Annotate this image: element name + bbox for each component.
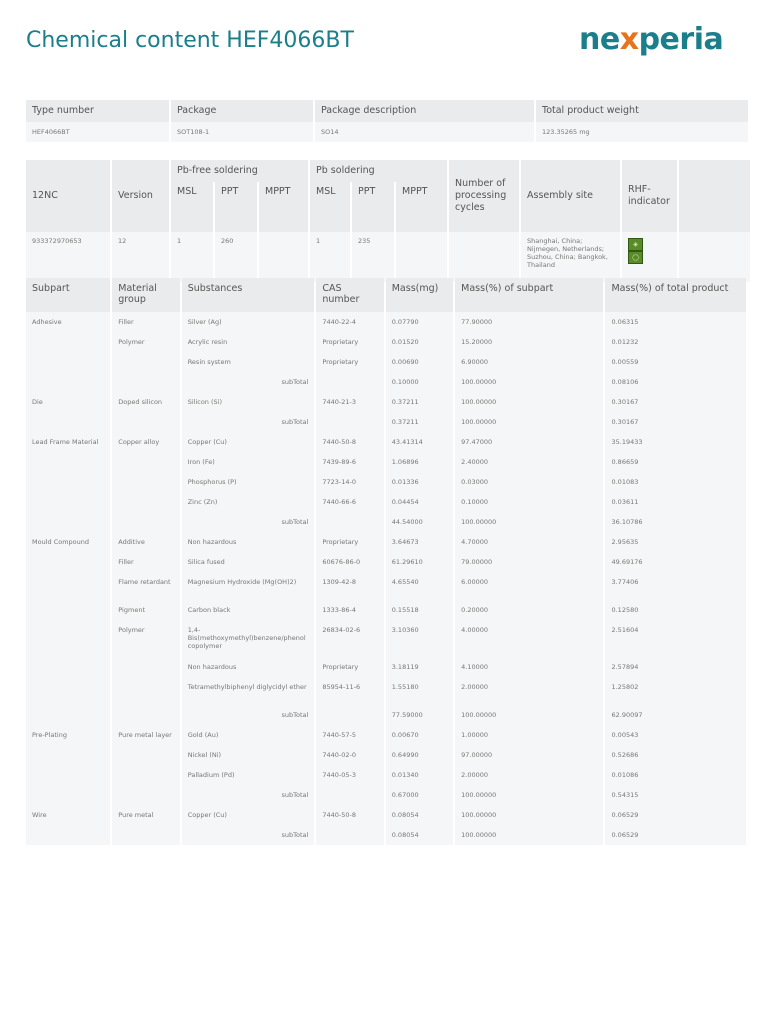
subpart-cell [26, 572, 110, 600]
substance-cell: Copper (Cu) [182, 432, 315, 452]
mass-pct-total-cell: 0.30167 [605, 392, 746, 412]
table-row [26, 725, 746, 745]
table-row [26, 332, 746, 352]
material-group-cell [112, 352, 179, 372]
pb-free-icon: ◈ [628, 238, 643, 251]
mass-mg-cell: 44.54000 [386, 512, 453, 532]
substance-cell: subTotal [182, 825, 315, 845]
cas-number-cell: Proprietary [316, 352, 383, 372]
mass-mg-cell: 0.08054 [386, 825, 453, 845]
cas-number-cell [316, 412, 383, 432]
cas-number-cell: 85954-11-6 [316, 677, 383, 705]
cas-number-cell [316, 372, 383, 392]
material-group-cell: Additive [112, 532, 179, 552]
table-row [26, 745, 746, 765]
table-row [26, 352, 746, 372]
mass-pct-total-cell: 0.01232 [605, 332, 746, 352]
pb-ppt-value: 235 [352, 232, 394, 282]
nexperia-logo: nexperia [579, 22, 724, 57]
substance-cell: Silver (Ag) [182, 312, 315, 332]
table-row [26, 392, 746, 412]
subpart-cell [26, 705, 110, 725]
cas-number-cell: 26834-02-6 [316, 620, 383, 657]
cas-number-cell: 7440-05-3 [316, 765, 383, 785]
subpart-cell: Pre-Plating [26, 725, 110, 745]
substance-cell: Gold (Au) [182, 725, 315, 745]
mass-pct-total-cell: 1.25802 [605, 677, 746, 705]
table-row [26, 432, 746, 452]
assembly-site-value: Shanghai, China; Nijmegen, Netherlands; Suzhou, China; Bangkok, Thailand [521, 232, 620, 282]
pbfree-mppt-value [259, 232, 308, 282]
mass-pct-total-cell: 0.00543 [605, 725, 746, 745]
header-subpart: Subpart [26, 278, 110, 312]
mass-pct-total-cell: 49.69176 [605, 552, 746, 572]
mass-pct-subpart-cell: 0.03000 [455, 472, 603, 492]
empty-value [679, 232, 750, 282]
subpart-cell [26, 352, 110, 372]
mass-pct-total-cell: 0.52686 [605, 745, 746, 765]
table-row [26, 452, 746, 472]
mass-pct-subpart-cell: 2.00000 [455, 677, 603, 705]
header-pbfree-mppt: MPPT [259, 182, 308, 232]
header-substances: Substances [182, 278, 315, 312]
cas-number-cell: Proprietary [316, 657, 383, 677]
mass-mg-cell: 0.67000 [386, 785, 453, 805]
material-group-cell: Pigment [112, 600, 179, 620]
substance-cell: Zinc (Zn) [182, 492, 315, 512]
soldering-table [24, 160, 752, 282]
header-package-description: Package description [315, 100, 534, 122]
cas-number-cell [316, 705, 383, 725]
soldering-row [26, 232, 750, 282]
header-cas-number: CAS number [316, 278, 383, 312]
pb-msl-value: 1 [310, 232, 350, 282]
substance-cell: Silicon (Si) [182, 392, 315, 412]
subpart-cell [26, 332, 110, 352]
header-pb-msl: MSL [310, 182, 350, 232]
substance-cell: Non hazardous [182, 657, 315, 677]
header-mass-pct-total: Mass(%) of total product [605, 278, 746, 312]
material-group-cell [112, 657, 179, 677]
total-weight-value: 123.35265 mg [536, 122, 748, 142]
cas-number-cell: 7440-57-5 [316, 725, 383, 745]
material-group-cell: Flame retardant [112, 572, 179, 600]
mass-pct-subpart-cell: 100.00000 [455, 412, 603, 432]
material-group-cell [112, 472, 179, 492]
header-processing-cycles: Number of processing cycles [449, 160, 519, 232]
mass-pct-subpart-cell: 97.00000 [455, 745, 603, 765]
mass-pct-total-cell: 3.77406 [605, 572, 746, 600]
subpart-cell [26, 512, 110, 532]
subtotal-row [26, 512, 746, 532]
header-pb-ppt: PPT [352, 182, 394, 232]
mass-pct-subpart-cell: 100.00000 [455, 372, 603, 392]
package-value: SOT108-1 [171, 122, 313, 142]
substance-cell: subTotal [182, 705, 315, 725]
header-material-group: Material group [112, 278, 179, 312]
material-group-cell [112, 825, 179, 845]
mass-mg-cell: 3.18119 [386, 657, 453, 677]
cas-number-cell: Proprietary [316, 532, 383, 552]
cas-number-cell: 7440-22-4 [316, 312, 383, 332]
material-group-cell: Doped silicon [112, 392, 179, 412]
rhf-indicator-value [622, 232, 677, 282]
header-pbfree-ppt: PPT [215, 182, 257, 232]
table-row [26, 600, 746, 620]
mass-mg-cell: 0.64990 [386, 745, 453, 765]
table-row [26, 532, 746, 552]
mass-pct-subpart-cell: 100.00000 [455, 392, 603, 412]
rohs-icon: ◯ [628, 251, 643, 264]
mass-pct-total-cell: 0.08106 [605, 372, 746, 392]
material-group-cell: Polymer [112, 332, 179, 352]
mass-pct-subpart-cell: 2.40000 [455, 452, 603, 472]
mass-mg-cell: 1.55180 [386, 677, 453, 705]
mass-pct-total-cell: 0.12580 [605, 600, 746, 620]
substance-cell: 1,4-Bis(methoxymethyl)benzene/phenol copolymer [182, 620, 315, 657]
header-pb-soldering: Pb soldering [310, 160, 447, 182]
material-group-cell: Pure metal layer [112, 725, 179, 745]
mass-pct-subpart-cell: 100.00000 [455, 785, 603, 805]
subpart-cell [26, 785, 110, 805]
type-number-value: HEF4066BT [26, 122, 169, 142]
subtotal-row [26, 705, 746, 725]
table-row [26, 620, 746, 657]
header-pb-free-soldering: Pb-free soldering [171, 160, 308, 182]
mass-mg-cell: 0.37211 [386, 412, 453, 432]
cas-number-cell [316, 512, 383, 532]
substance-cell: Phosphorus (P) [182, 472, 315, 492]
header-pbfree-msl: MSL [171, 182, 213, 232]
pb-mppt-value [396, 232, 447, 282]
pbfree-msl-value: 1 [171, 232, 213, 282]
substance-cell: Non hazardous [182, 532, 315, 552]
mass-mg-cell: 3.10360 [386, 620, 453, 657]
product-info-table [24, 100, 750, 142]
header-package: Package [171, 100, 313, 122]
header-type-number: Type number [26, 100, 169, 122]
mass-pct-total-cell: 2.95635 [605, 532, 746, 552]
material-group-cell [112, 372, 179, 392]
subpart-cell [26, 412, 110, 432]
mass-mg-cell: 4.65540 [386, 572, 453, 600]
material-group-cell [112, 765, 179, 785]
mass-pct-subpart-cell: 4.70000 [455, 532, 603, 552]
mass-mg-cell: 61.29610 [386, 552, 453, 572]
header-version: Version [112, 160, 169, 232]
mass-mg-cell: 0.01520 [386, 332, 453, 352]
page-title: Chemical content HEF4066BT [26, 28, 354, 53]
material-group-cell [112, 745, 179, 765]
substance-cell: Magnesium Hydroxide (Mg(OH)2) [182, 572, 315, 600]
mass-pct-subpart-cell: 1.00000 [455, 725, 603, 745]
cas-number-cell: 7723-14-0 [316, 472, 383, 492]
header-pb-mppt: MPPT [396, 182, 447, 232]
subpart-cell: Wire [26, 805, 110, 825]
header-mass-mg: Mass(mg) [386, 278, 453, 312]
mass-pct-subpart-cell: 97.47000 [455, 432, 603, 452]
cas-number-cell: 7439-89-6 [316, 452, 383, 472]
pbfree-ppt-value: 260 [215, 232, 257, 282]
mass-mg-cell: 0.00690 [386, 352, 453, 372]
substance-cell: Tetramethylbiphenyl diglycidyl ether [182, 677, 315, 705]
mass-pct-subpart-cell: 100.00000 [455, 705, 603, 725]
mass-pct-total-cell: 0.06529 [605, 805, 746, 825]
subpart-cell [26, 657, 110, 677]
mass-pct-subpart-cell: 0.20000 [455, 600, 603, 620]
subpart-cell [26, 472, 110, 492]
material-group-cell [112, 705, 179, 725]
mass-pct-subpart-cell: 79.00000 [455, 552, 603, 572]
material-group-cell: Pure metal [112, 805, 179, 825]
material-group-cell [112, 785, 179, 805]
cas-number-cell: Proprietary [316, 332, 383, 352]
mass-pct-subpart-cell: 4.00000 [455, 620, 603, 657]
cycles-value [449, 232, 519, 282]
substance-cell: Copper (Cu) [182, 805, 315, 825]
mass-pct-total-cell: 35.19433 [605, 432, 746, 452]
mass-pct-total-cell: 2.51604 [605, 620, 746, 657]
subpart-cell: Lead Frame Material [26, 432, 110, 452]
substance-cell: Silica fused [182, 552, 315, 572]
table-row [26, 472, 746, 492]
cas-number-cell: 60676-86-0 [316, 552, 383, 572]
subpart-cell [26, 372, 110, 392]
material-group-cell [112, 492, 179, 512]
subpart-cell: Adhesive [26, 312, 110, 332]
header-rhf-indicator: RHF-indicator [622, 160, 677, 232]
subpart-cell [26, 765, 110, 785]
subpart-cell [26, 552, 110, 572]
material-group-cell: Copper alloy [112, 432, 179, 452]
mass-mg-cell: 0.04454 [386, 492, 453, 512]
substance-cell: subTotal [182, 412, 315, 432]
subtotal-row [26, 372, 746, 392]
table-row [26, 552, 746, 572]
mass-pct-subpart-cell: 100.00000 [455, 805, 603, 825]
mass-pct-subpart-cell: 15.20000 [455, 332, 603, 352]
mass-pct-total-cell: 0.06529 [605, 825, 746, 845]
mass-pct-subpart-cell: 6.00000 [455, 572, 603, 600]
subtotal-row [26, 825, 746, 845]
mass-pct-total-cell: 0.30167 [605, 412, 746, 432]
mass-pct-subpart-cell: 4.10000 [455, 657, 603, 677]
mass-mg-cell: 3.64673 [386, 532, 453, 552]
subpart-cell [26, 492, 110, 512]
package-description-value: SO14 [315, 122, 534, 142]
mass-mg-cell: 0.01340 [386, 765, 453, 785]
subtotal-row [26, 785, 746, 805]
header-total-weight: Total product weight [536, 100, 748, 122]
substance-cell: Nickel (Ni) [182, 745, 315, 765]
substance-cell: Resin system [182, 352, 315, 372]
subpart-cell [26, 677, 110, 705]
mass-pct-total-cell: 0.54315 [605, 785, 746, 805]
mass-mg-cell: 77.59000 [386, 705, 453, 725]
substance-cell: subTotal [182, 372, 315, 392]
soldering-group-row [26, 160, 750, 182]
subpart-cell [26, 620, 110, 657]
substance-cell: subTotal [182, 785, 315, 805]
mass-pct-subpart-cell: 100.00000 [455, 512, 603, 532]
subpart-cell [26, 825, 110, 845]
table-row [26, 805, 746, 825]
table-row [26, 657, 746, 677]
mass-mg-cell: 0.01336 [386, 472, 453, 492]
cas-number-cell: 7440-02-0 [316, 745, 383, 765]
mass-mg-cell: 43.41314 [386, 432, 453, 452]
mass-mg-cell: 0.15518 [386, 600, 453, 620]
mass-mg-cell: 0.10000 [386, 372, 453, 392]
cas-number-cell: 7440-66-6 [316, 492, 383, 512]
mass-pct-subpart-cell: 0.10000 [455, 492, 603, 512]
mass-mg-cell: 0.00670 [386, 725, 453, 745]
mass-mg-cell: 0.08054 [386, 805, 453, 825]
subtotal-row [26, 412, 746, 432]
cas-number-cell [316, 785, 383, 805]
substance-cell: Palladium (Pd) [182, 765, 315, 785]
mass-pct-subpart-cell: 6.90000 [455, 352, 603, 372]
table-row [26, 677, 746, 705]
header-12nc: 12NC [26, 160, 110, 232]
material-group-cell: Filler [112, 552, 179, 572]
mass-pct-total-cell: 62.90097 [605, 705, 746, 725]
cas-number-cell [316, 825, 383, 845]
substance-cell: Acrylic resin [182, 332, 315, 352]
mass-mg-cell: 0.37211 [386, 392, 453, 412]
mass-pct-total-cell: 0.01083 [605, 472, 746, 492]
product-header-row [26, 100, 748, 122]
substances-header-row [26, 278, 746, 312]
material-group-cell [112, 452, 179, 472]
mass-pct-subpart-cell: 100.00000 [455, 825, 603, 845]
cas-number-cell: 1333-86-4 [316, 600, 383, 620]
subpart-cell [26, 452, 110, 472]
material-group-cell [112, 412, 179, 432]
mass-pct-total-cell: 0.86659 [605, 452, 746, 472]
header-empty [679, 160, 750, 232]
mass-pct-total-cell: 0.03611 [605, 492, 746, 512]
version-value: 12 [112, 232, 169, 282]
subpart-cell [26, 600, 110, 620]
substances-table [24, 278, 748, 845]
table-row [26, 572, 746, 600]
header-assembly-site: Assembly site [521, 160, 620, 232]
mass-pct-total-cell: 0.01086 [605, 765, 746, 785]
substance-cell: Carbon black [182, 600, 315, 620]
cas-number-cell: 7440-50-8 [316, 432, 383, 452]
subpart-cell: Die [26, 392, 110, 412]
nc-value: 933372970653 [26, 232, 110, 282]
material-group-cell: Filler [112, 312, 179, 332]
mass-pct-total-cell: 0.06315 [605, 312, 746, 332]
mass-pct-subpart-cell: 77.90000 [455, 312, 603, 332]
header-mass-pct-subpart: Mass(%) of subpart [455, 278, 603, 312]
table-row [26, 765, 746, 785]
mass-pct-subpart-cell: 2.00000 [455, 765, 603, 785]
table-row [26, 492, 746, 512]
cas-number-cell: 7440-21-3 [316, 392, 383, 412]
cas-number-cell: 7440-50-8 [316, 805, 383, 825]
material-group-cell [112, 677, 179, 705]
product-row [26, 122, 748, 142]
substance-cell: subTotal [182, 512, 315, 532]
subpart-cell [26, 745, 110, 765]
mass-pct-total-cell: 0.00559 [605, 352, 746, 372]
mass-mg-cell: 1.06896 [386, 452, 453, 472]
mass-pct-total-cell: 2.57894 [605, 657, 746, 677]
material-group-cell [112, 512, 179, 532]
mass-pct-total-cell: 36.10786 [605, 512, 746, 532]
mass-mg-cell: 0.07790 [386, 312, 453, 332]
table-row [26, 312, 746, 332]
material-group-cell: Polymer [112, 620, 179, 657]
substance-cell: Iron (Fe) [182, 452, 315, 472]
subpart-cell: Mould Compound [26, 532, 110, 552]
cas-number-cell: 1309-42-8 [316, 572, 383, 600]
